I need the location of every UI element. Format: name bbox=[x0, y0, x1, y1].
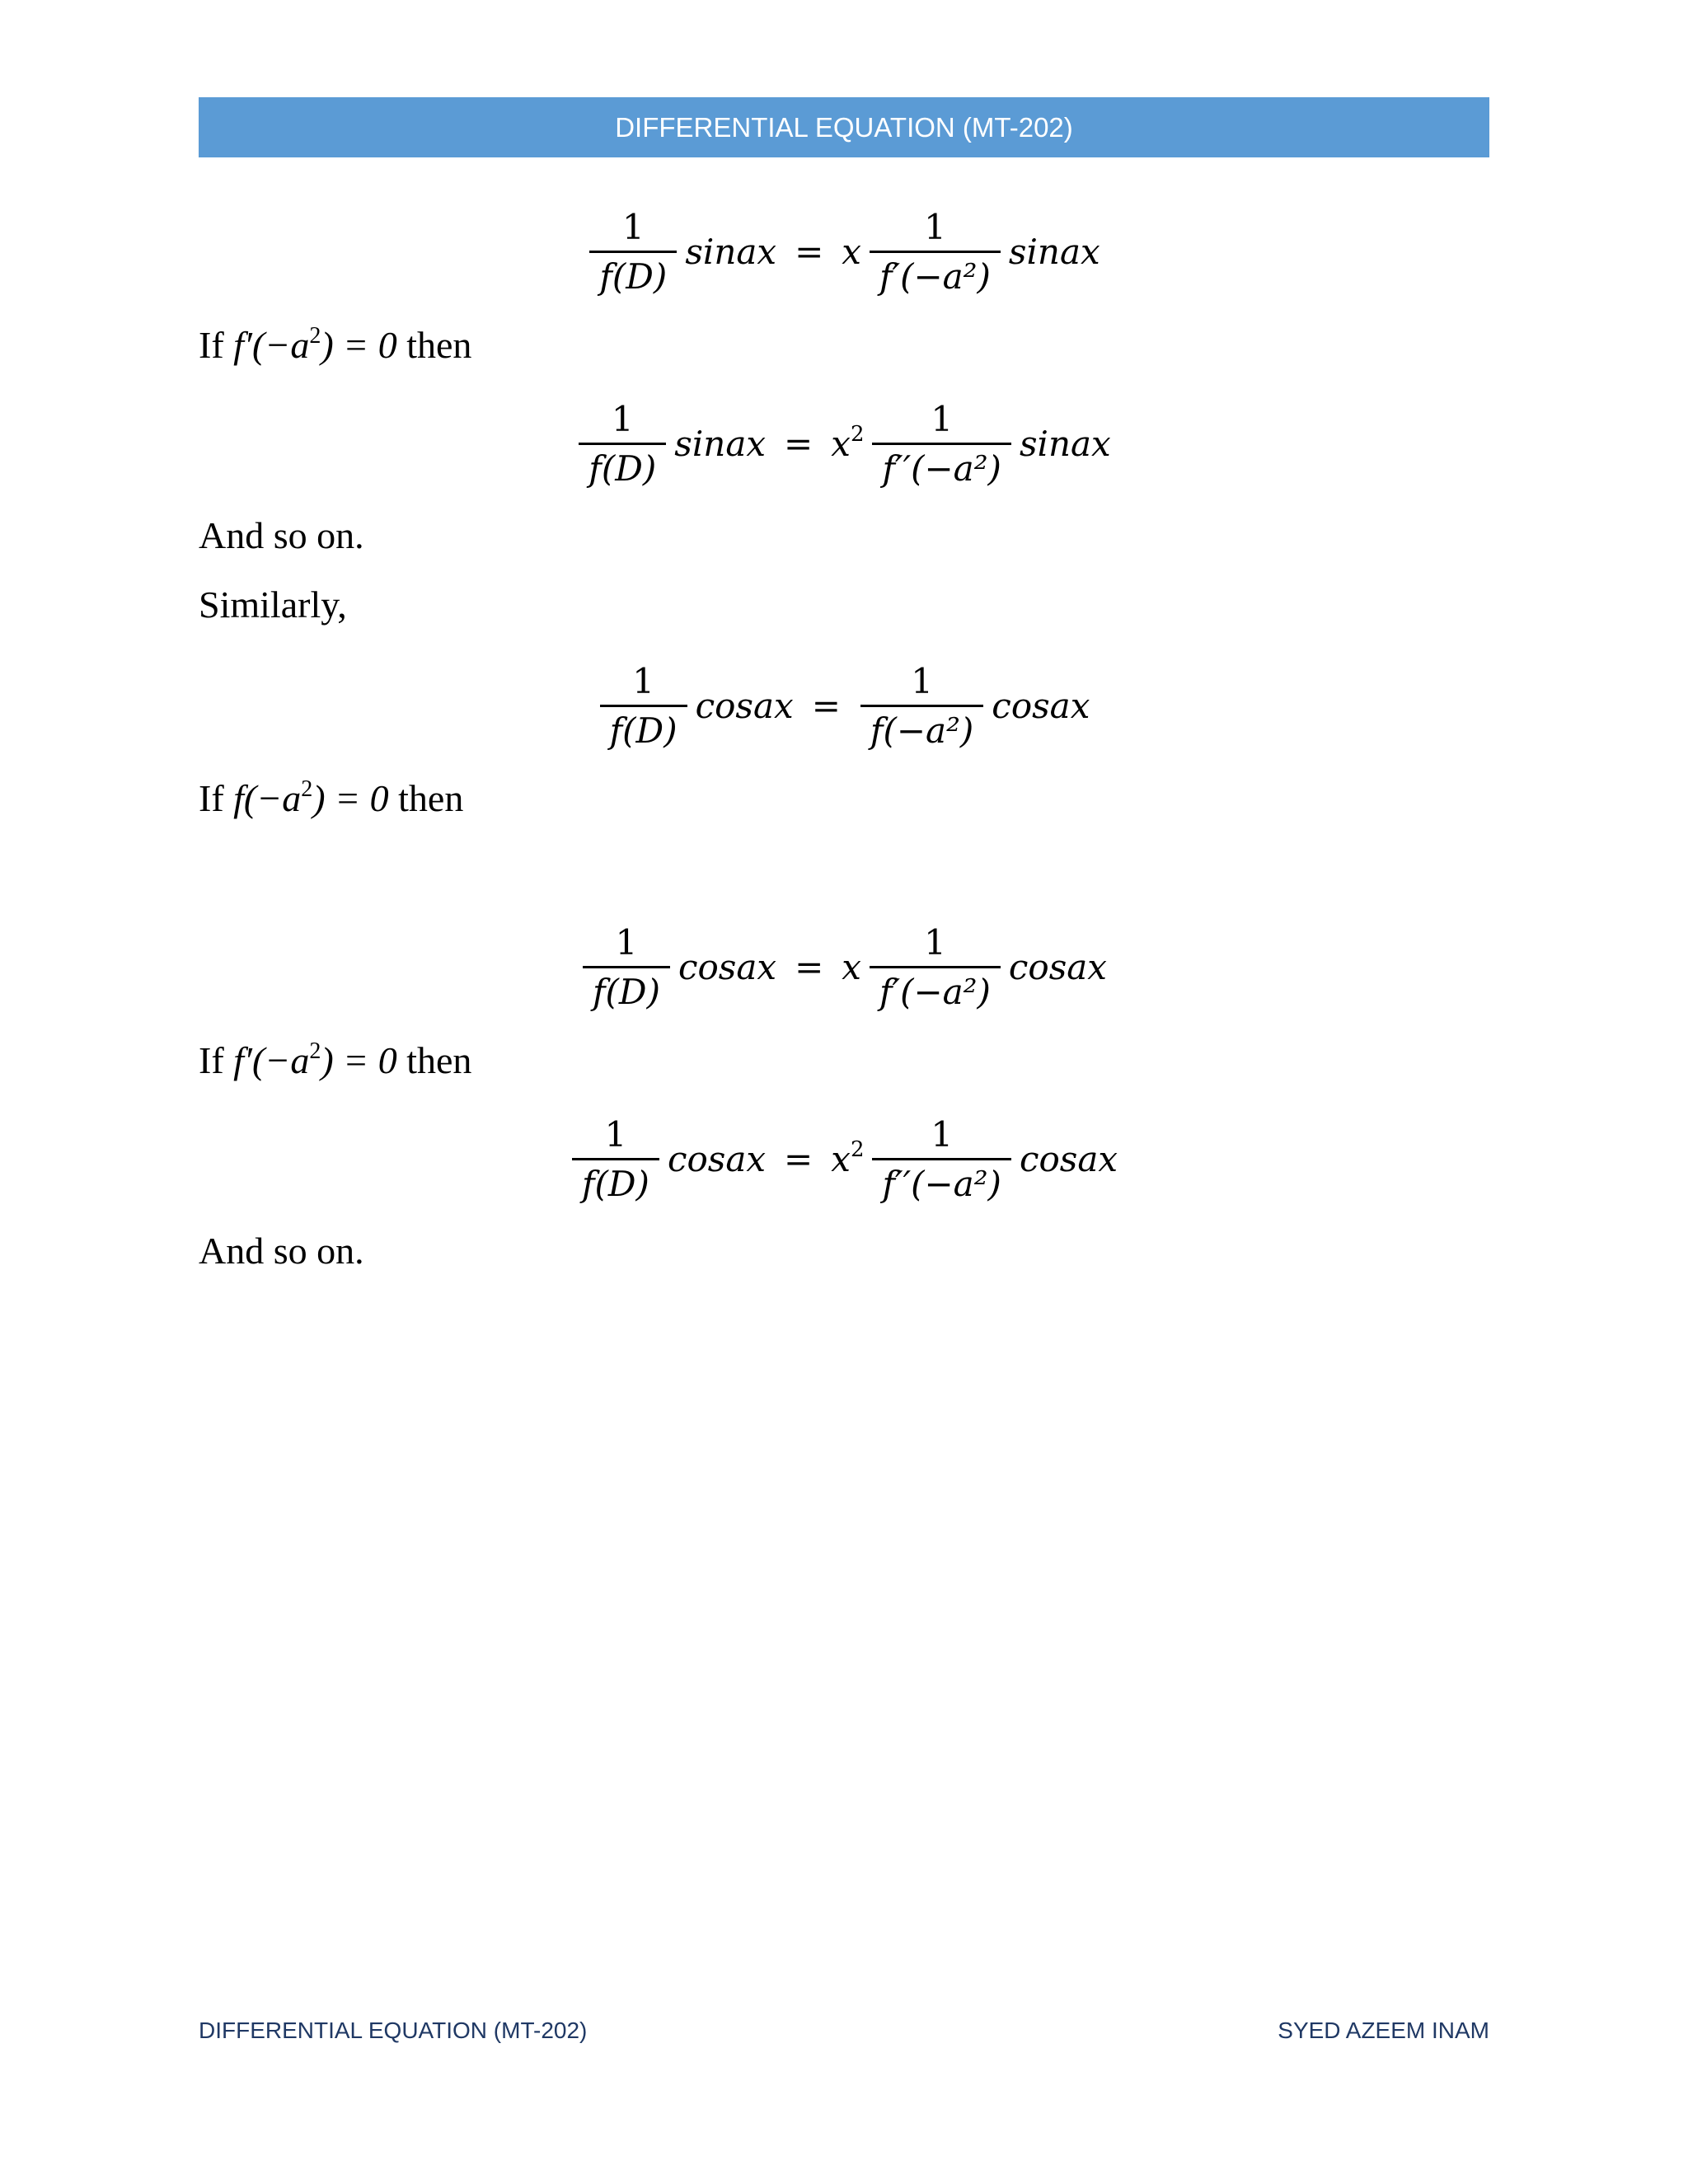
denominator: f(D) bbox=[583, 966, 670, 1012]
relation: = bbox=[795, 231, 824, 272]
page-header bbox=[199, 97, 1489, 157]
denominator: f(−a²) bbox=[860, 705, 983, 751]
equation-2 bbox=[0, 382, 1688, 505]
lhs-fraction bbox=[600, 661, 687, 751]
text: then bbox=[388, 777, 464, 819]
equation-5 bbox=[0, 1097, 1688, 1221]
footer-author: SYED AZEEM INAM bbox=[1278, 2018, 1489, 2043]
denominator: f′(−a²) bbox=[870, 966, 1001, 1012]
math-expr: ) = 0 bbox=[321, 324, 397, 366]
and-so-on-1: And so on. bbox=[199, 514, 364, 556]
math-expr: ) = 0 bbox=[312, 777, 389, 819]
numerator: 1 bbox=[924, 921, 946, 963]
numerator: 1 bbox=[924, 206, 946, 247]
factor bbox=[831, 1139, 864, 1179]
relation: = bbox=[784, 423, 814, 464]
denominator: f′′(−a²) bbox=[872, 1158, 1010, 1204]
numerator: 1 bbox=[632, 660, 654, 701]
numerator: 1 bbox=[931, 398, 954, 439]
similarly-text: Similarly, bbox=[199, 583, 347, 626]
function-term: sinax bbox=[1008, 231, 1100, 272]
numerator: 1 bbox=[621, 206, 645, 247]
rhs-fraction bbox=[870, 922, 1001, 1012]
rhs-fraction bbox=[872, 1114, 1010, 1204]
numerator: 1 bbox=[611, 398, 634, 439]
factor-exponent: 2 bbox=[850, 421, 865, 447]
relation: = bbox=[784, 1138, 814, 1179]
relation: = bbox=[811, 685, 841, 726]
numerator: 1 bbox=[931, 1113, 954, 1155]
relation: = bbox=[795, 946, 824, 987]
factor-exponent: 2 bbox=[850, 1137, 865, 1162]
function-term: sinax bbox=[674, 423, 767, 464]
denominator: f′(−a²) bbox=[870, 251, 1001, 297]
denominator: f(D) bbox=[572, 1158, 659, 1204]
denominator: f′′(−a²) bbox=[872, 443, 1010, 489]
factor-base: x bbox=[831, 1138, 851, 1179]
math-expr: f(−a bbox=[233, 777, 302, 819]
condition-line-3 bbox=[199, 1038, 471, 1082]
function-term: cosax bbox=[695, 685, 794, 726]
factor-base: x bbox=[831, 423, 851, 464]
rhs-fraction bbox=[870, 207, 1001, 297]
footer-course-title: DIFFERENTIAL EQUATION (MT-202) bbox=[199, 2018, 588, 2043]
text: If bbox=[199, 1039, 234, 1081]
function-term: sinax bbox=[685, 231, 777, 272]
numerator: 1 bbox=[911, 660, 933, 701]
text: then bbox=[396, 1039, 472, 1081]
function-term: cosax bbox=[992, 685, 1090, 726]
denominator: f(D) bbox=[579, 443, 666, 489]
function-term: cosax bbox=[667, 1138, 767, 1179]
header-title: DIFFERENTIAL EQUATION (MT-202) bbox=[615, 111, 1073, 143]
math-expr: f′(−a bbox=[233, 1039, 310, 1081]
math-expr: f′(−a bbox=[233, 324, 310, 366]
condition-line-2 bbox=[199, 776, 463, 820]
function-term: cosax bbox=[1019, 1138, 1118, 1179]
numerator: 1 bbox=[615, 921, 638, 963]
rhs-fraction bbox=[872, 399, 1010, 489]
math-expr: ) = 0 bbox=[321, 1039, 397, 1081]
lhs-fraction bbox=[589, 207, 677, 297]
rhs-fraction bbox=[860, 661, 983, 751]
lhs-fraction bbox=[583, 922, 670, 1012]
exponent: 2 bbox=[309, 323, 321, 349]
equation-4 bbox=[0, 905, 1688, 1029]
numerator: 1 bbox=[604, 1113, 627, 1155]
exponent: 2 bbox=[309, 1038, 321, 1064]
lhs-fraction bbox=[572, 1114, 659, 1204]
equation-1 bbox=[0, 190, 1688, 313]
factor: x bbox=[842, 946, 861, 987]
denominator: f(D) bbox=[600, 705, 687, 751]
factor: x bbox=[842, 231, 861, 272]
function-term: cosax bbox=[678, 946, 777, 987]
text: If bbox=[199, 324, 234, 366]
text: If bbox=[199, 777, 234, 819]
condition-line-1 bbox=[199, 323, 471, 367]
function-term: sinax bbox=[1019, 423, 1111, 464]
function-term: cosax bbox=[1008, 946, 1107, 987]
exponent: 2 bbox=[301, 776, 313, 802]
equation-3 bbox=[0, 644, 1688, 767]
denominator: f(D) bbox=[589, 251, 677, 297]
factor bbox=[831, 421, 865, 464]
text: then bbox=[396, 324, 472, 366]
and-so-on-2: And so on. bbox=[199, 1230, 364, 1272]
lhs-fraction bbox=[579, 399, 666, 489]
